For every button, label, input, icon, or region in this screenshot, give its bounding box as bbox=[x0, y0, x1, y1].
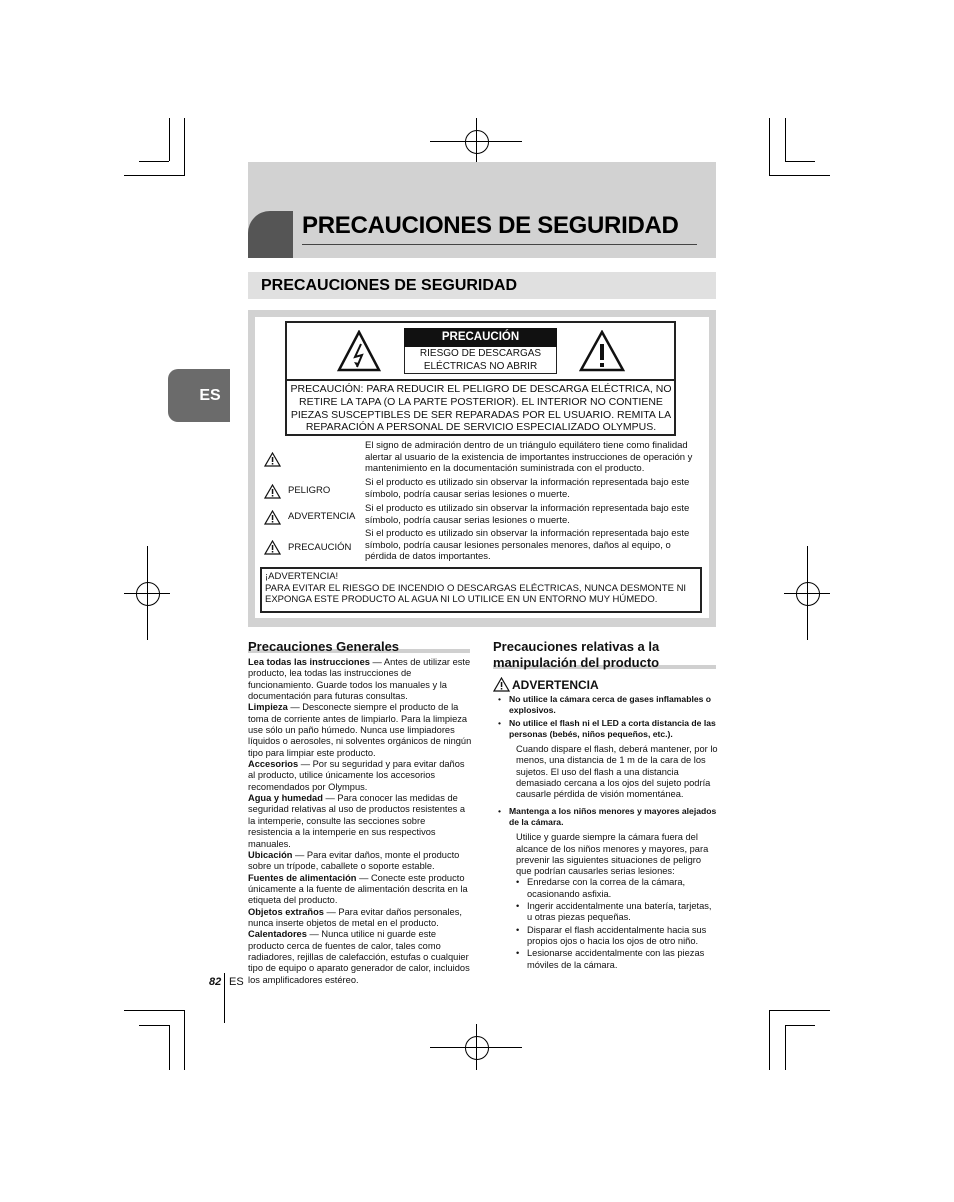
list-item bbox=[248, 793, 472, 850]
caution-subtitle bbox=[404, 348, 557, 373]
caution-header: PRECAUCIÓN bbox=[404, 328, 557, 347]
item-term: Accesorios bbox=[248, 759, 299, 770]
sub-item: • Disparar el flash accidentalmente hacia sus propios ojos o hacia los ojos de otro niño. bbox=[496, 925, 718, 948]
handling-heading bbox=[493, 639, 659, 670]
list-item bbox=[248, 850, 472, 873]
item-term: Objetos extraños bbox=[248, 906, 324, 917]
bullet-item: • No utilice el flash ni el LED a corta distancia de las personas (bebés, niños pequeños, etc.). bbox=[496, 718, 718, 741]
item-term: Agua y humedad bbox=[248, 793, 323, 804]
list-item bbox=[248, 702, 472, 759]
advertencia-heading: ADVERTENCIA bbox=[512, 678, 599, 692]
item-text: — Para conocer las medidas de seguridad relativas al uso de productos resistentes a la intemperie, consulte las secciones sobre resistencia a la intemperie en sus respectivos manuales. bbox=[248, 793, 466, 849]
paragraph: Utilice y guarde siempre la cámara fuera del alcance de los niños menores y mayores, para prevenir las siguientes situaciones de peligro que podrían causarles serias lesiones: bbox=[516, 832, 709, 877]
handling-heading-line1: Precauciones relativas a la bbox=[493, 639, 660, 654]
list-item bbox=[248, 657, 472, 702]
section-title: PRECAUCIONES DE SEGURIDAD bbox=[261, 277, 518, 294]
list-item bbox=[248, 759, 472, 793]
item-text: — Conecte este producto únicamente a la fuente de alimentación descrita en la etiqueta del producto. bbox=[248, 872, 468, 906]
language-tab: ES bbox=[168, 369, 230, 422]
symbol-label: PRECAUCIÓN bbox=[288, 542, 352, 553]
sub-item: • Enredarse con la correa de la cámara, ocasionando asfixia. bbox=[496, 877, 718, 900]
general-heading: Precauciones Generales bbox=[248, 639, 400, 654]
warning-triangle-icon bbox=[264, 484, 281, 499]
item-term: Limpieza bbox=[248, 702, 288, 713]
general-list bbox=[248, 657, 472, 986]
list-item bbox=[248, 907, 472, 930]
warning-triangle-icon bbox=[264, 540, 281, 555]
caution-subtitle-line1: RIESGO DE DESCARGAS bbox=[419, 348, 542, 359]
page-title: PRECAUCIONES DE SEGURIDAD bbox=[302, 212, 679, 239]
caution-subtitle-line2: ELÉCTRICAS NO ABRIR bbox=[423, 360, 538, 372]
page-language: ES bbox=[229, 976, 244, 988]
symbol-label: PELIGRO bbox=[288, 485, 331, 496]
warning-triangle-icon bbox=[264, 452, 281, 467]
electric-shock-icon bbox=[337, 330, 381, 372]
handling-list bbox=[496, 694, 718, 971]
item-term: Ubicación bbox=[248, 849, 293, 860]
symbol-description: Si el producto es utilizado sin observar la información representada bajo este símbolo, podría causar serias lesiones o muerte. bbox=[365, 477, 690, 500]
symbol-description: Si el producto es utilizado sin observar la información representada bajo este símbolo, podría causar lesiones personales menores, daños al equipo, o pérdida de datos importantes. bbox=[365, 528, 690, 563]
advertencia-body: PARA EVITAR EL RIESGO DE INCENDIO O DESCARGAS ELÉCTRICAS, NUNCA DESMONTE NI EXPONGA ESTE PRODUCTO AL AGUA NI LO UTILICE EN UN ENTORNO MUY HÚMEDO. bbox=[265, 582, 687, 606]
item-term: Calentadores bbox=[248, 929, 307, 940]
symbol-description: El signo de admiración dentro de un triángulo equilátero tiene como finalidad alertar al usuario de la existencia de importantes instrucciones de operación y mantenimiento en la documentación suministrada con el producto. bbox=[365, 440, 693, 475]
item-term: Fuentes de alimentación bbox=[248, 872, 357, 883]
list-item bbox=[248, 873, 472, 907]
paragraph: Cuando dispare el flash, deberá mantener, por lo menos, una distancia de 1 m de la cara de los sujetos. El uso del flash a una distancia demasiado cercana a los ojos del sujeto podría causarle pérdida de visión momentánea. bbox=[516, 744, 718, 800]
bullet-item: • Mantenga a los niños menores y mayores alejados de la cámara. bbox=[496, 806, 718, 829]
advertencia-title: ¡ADVERTENCIA! bbox=[265, 571, 339, 582]
advertencia-text bbox=[265, 571, 699, 606]
item-text: — Nunca utilice ni guarde este producto cerca de fuentes de calor, tales como radiadores, rejillas de calefacción, estufas o cualquier tipo de equipo o aparato generador de calor, incluidos los amplificadores estéreo. bbox=[248, 929, 470, 985]
handling-heading-line2: manipulación del producto bbox=[493, 654, 660, 670]
page-number: 82 bbox=[209, 976, 222, 988]
bullet-item: • No utilice la cámara cerca de gases inflamables o explosivos. bbox=[496, 694, 718, 717]
title-rule bbox=[302, 244, 697, 245]
exclamation-icon bbox=[579, 330, 625, 372]
sub-item: • Lesionarse accidentalmente con las piezas móviles de la cámara. bbox=[496, 948, 718, 971]
item-text: — Antes de utilizar este producto, lea todas las instrucciones de funcionamiento. Guarde todos los manuales y la documentación para futuras consultas. bbox=[248, 657, 471, 702]
item-text: — Para evitar daños, monte el producto sobre un trípode, caballete o soporte estable. bbox=[248, 849, 460, 872]
item-text: — Para evitar daños personales, nunca inserte objetos de metal en el producto. bbox=[248, 906, 462, 928]
item-term: Lea todas las instrucciones bbox=[248, 657, 370, 667]
item-text: — Por su seguridad y para evitar daños al producto, utilice únicamente los accesorios recomendados por Olympus. bbox=[248, 759, 465, 792]
footer-divider bbox=[224, 973, 225, 1023]
symbol-description: Si el producto es utilizado sin observar la información representada bajo este símbolo, podría causar serias lesiones o muerte. bbox=[365, 503, 690, 526]
caution-text: PRECAUCIÓN: PARA REDUCIR EL PELIGRO DE DESCARGA ELÉCTRICA, NO RETIRE LA TAPA (O LA PARTE POSTERIOR). EL INTERIOR NO CONTIENE PIEZAS SUSCEPTIBLES DE SER REPARADAS POR EL USUARIO. REMITA LA REPARACIÓN A PERSONAL DE SERVICIO ESPECIALIZADO OLYMPUS. bbox=[290, 383, 672, 434]
list-item bbox=[248, 929, 472, 986]
item-text: — Desconecte siempre el producto de la toma de corriente antes de limpiarlo. Para la limpieza use sólo un paño húmedo. Nunca use limpiadores líquidos o aerosoles, ni solventes orgánicos de ningún tipo para limpiar este producto. bbox=[248, 702, 472, 758]
header-tab bbox=[248, 211, 293, 258]
sub-item: • Ingerir accidentalmente una batería, tarjetas, u otras piezas pequeñas. bbox=[496, 901, 718, 924]
symbol-label: ADVERTENCIA bbox=[288, 511, 356, 522]
warning-triangle-icon bbox=[493, 677, 510, 692]
warning-triangle-icon bbox=[264, 510, 281, 525]
